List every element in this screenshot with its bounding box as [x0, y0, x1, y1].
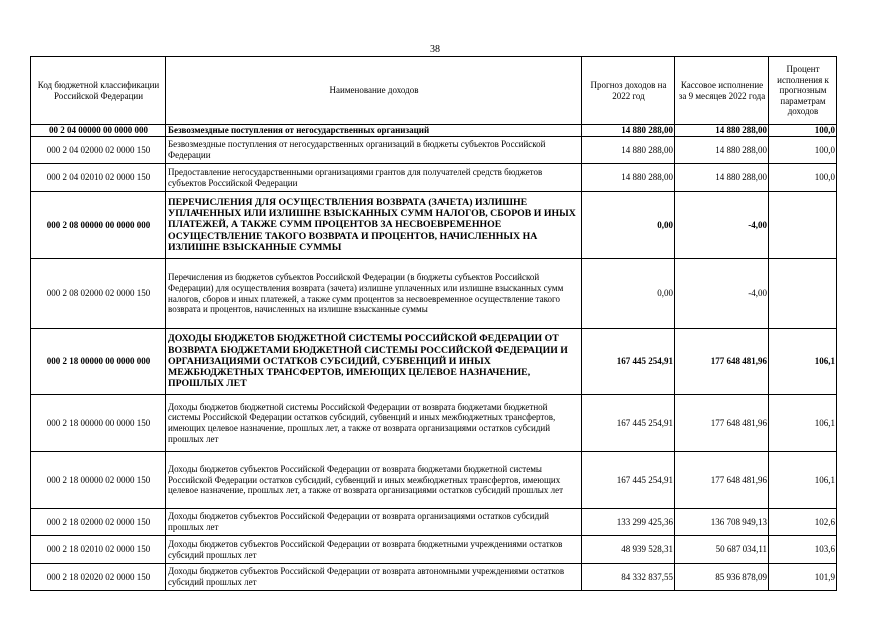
table-row: [31, 509, 837, 536]
row-percent: [769, 192, 837, 259]
page-number: 38: [430, 44, 440, 55]
row-code: 000 2 08 02000 02 0000 150: [31, 259, 166, 329]
row-name: Предоставление негосударственными организациями грантов для получателей средств бюджетов субъектов Российской Федерации: [166, 164, 582, 192]
row-code: 00 2 04 00000 00 0000 000: [31, 125, 166, 137]
row-code: 000 2 18 00000 02 0000 150: [31, 452, 166, 509]
row-forecast: 0,00: [582, 192, 675, 259]
row-execution: 14 880 288,00: [675, 137, 769, 164]
row-code: 000 2 08 00000 00 0000 000: [31, 192, 166, 259]
row-forecast: 167 445 254,91: [582, 329, 675, 395]
table-row: [31, 536, 837, 564]
row-code: 000 2 04 02000 02 0000 150: [31, 137, 166, 164]
row-code: 000 2 04 02010 02 0000 150: [31, 164, 166, 192]
table-row: [31, 192, 837, 259]
row-percent: 106,1: [769, 329, 837, 395]
row-code: 000 2 18 02020 02 0000 150: [31, 564, 166, 591]
row-execution: 177 648 481,96: [675, 452, 769, 509]
table-row: [31, 259, 837, 329]
row-code: 000 2 18 02000 02 0000 150: [31, 509, 166, 536]
row-name: Безвозмездные поступления от негосударственных организаций в бюджеты субъектов Российской Федерации: [166, 137, 582, 164]
table-row: [31, 137, 837, 164]
row-percent: 103,6: [769, 536, 837, 564]
row-name: Доходы бюджетов бюджетной системы Российской Федерации от возврата бюджетами бюджетной системы Российской Федерации остатков субсидий, субвенций и иных межбюджетных трансфертов, имеющих целевое назначение, прошлых лет, а также от возврата организациями остатков субсидий прошлых лет: [166, 395, 582, 452]
row-forecast: 14 880 288,00: [582, 137, 675, 164]
revenue-table: [30, 56, 837, 591]
row-execution: -4,00: [675, 259, 769, 329]
row-forecast: 14 880 288,00: [582, 164, 675, 192]
header-execution: Кассовое исполнение за 9 месяцев 2022 года: [675, 57, 769, 125]
row-forecast: 167 445 254,91: [582, 395, 675, 452]
row-name: ПЕРЕЧИСЛЕНИЯ ДЛЯ ОСУЩЕСТВЛЕНИЯ ВОЗВРАТА (ЗАЧЕТА) ИЗЛИШНЕ УПЛАЧЕННЫХ ИЛИ ИЗЛИШНЕ ВЗЫСКАННЫХ СУММ НАЛОГОВ, СБОРОВ И ИНЫХ ПЛАТЕЖЕЙ, А ТАКЖЕ СУММ ПРОЦЕНТОВ ЗА НЕСВОЕВРЕМЕННОЕ ОСУЩЕСТВЛЕНИЕ ТАКОГО ВОЗВРАТА И ПРОЦЕНТОВ, НАЧИСЛЕННЫХ НА ИЗЛИШНЕ ВЗЫСКАННЫЕ СУММЫ: [166, 192, 582, 259]
row-code: 000 2 18 00000 00 0000 000: [31, 329, 166, 395]
row-forecast: 167 445 254,91: [582, 452, 675, 509]
header-code: Код бюджетной классификации Российской Федерации: [31, 57, 166, 125]
row-percent: 106,1: [769, 395, 837, 452]
header-percent: Процент исполнения к прогнозным параметрам доходов: [769, 57, 837, 125]
row-name: Безвозмездные поступления от негосударственных организаций: [166, 125, 582, 137]
row-execution: 136 708 949,13: [675, 509, 769, 536]
row-forecast: 84 332 837,55: [582, 564, 675, 591]
row-execution: 14 880 288,00: [675, 164, 769, 192]
row-percent: [769, 259, 837, 329]
row-percent: 106,1: [769, 452, 837, 509]
row-execution: 14 880 288,00: [675, 125, 769, 137]
row-percent: 100,0: [769, 164, 837, 192]
table-row: [31, 395, 837, 452]
row-percent: 100,0: [769, 137, 837, 164]
row-percent: 101,9: [769, 564, 837, 591]
row-execution: 177 648 481,96: [675, 329, 769, 395]
table-row: [31, 329, 837, 395]
row-name: Доходы бюджетов субъектов Российской Федерации от возврата бюджетными учреждениями остатков субсидий прошлых лет: [166, 536, 582, 564]
row-percent: 100,0: [769, 125, 837, 137]
row-forecast: 48 939 528,31: [582, 536, 675, 564]
table-row: [31, 564, 837, 591]
row-forecast: 133 299 425,36: [582, 509, 675, 536]
table-row: [31, 164, 837, 192]
table-header-row: [31, 57, 837, 125]
row-name: Перечисления из бюджетов субъектов Российской Федерации (в бюджеты субъектов Российской Федерации) для осуществления возврата (зачета) излишне уплаченных или излишне взысканных сумм налогов, сборов и иных платежей, а также сумм процентов за несвоевременное осуществление такого возврата и процентов, начисленных на излишне взысканные суммы: [166, 259, 582, 329]
header-forecast: Прогноз доходов на 2022 год: [582, 57, 675, 125]
row-percent: 102,6: [769, 509, 837, 536]
row-code: 000 2 18 00000 00 0000 150: [31, 395, 166, 452]
row-name: Доходы бюджетов субъектов Российской Федерации от возврата организациями остатков субсидий прошлых лет: [166, 509, 582, 536]
row-execution: 177 648 481,96: [675, 395, 769, 452]
row-name: Доходы бюджетов субъектов Российской Федерации от возврата бюджетами бюджетной системы Российской Федерации остатков субсидий, субвенций и иных межбюджетных трансфертов, имеющих целевое назначение, прошлых лет, а также от возврата организациями остатков субсидий прошлых лет: [166, 452, 582, 509]
row-execution: -4,00: [675, 192, 769, 259]
row-code: 000 2 18 02010 02 0000 150: [31, 536, 166, 564]
row-forecast: 0,00: [582, 259, 675, 329]
header-name: Наименование доходов: [166, 57, 582, 125]
row-execution: 50 687 034,11: [675, 536, 769, 564]
table-row: [31, 452, 837, 509]
row-name: ДОХОДЫ БЮДЖЕТОВ БЮДЖЕТНОЙ СИСТЕМЫ РОССИЙСКОЙ ФЕДЕРАЦИИ ОТ ВОЗВРАТА БЮДЖЕТАМИ БЮДЖЕТНОЙ СИСТЕМЫ РОССИЙСКОЙ ФЕДЕРАЦИИ И ОРГАНИЗАЦИЯМИ ОСТАТКОВ СУБСИДИЙ, СУБВЕНЦИЙ И ИНЫХ МЕЖБЮДЖЕТНЫХ ТРАНСФЕРТОВ, ИМЕЮЩИХ ЦЕЛЕВОЕ НАЗНАЧЕНИЕ, ПРОШЛЫХ ЛЕТ: [166, 329, 582, 395]
row-forecast: 14 880 288,00: [582, 125, 675, 137]
row-name: Доходы бюджетов субъектов Российской Федерации от возврата автономными учреждениями остатков субсидий прошлых лет: [166, 564, 582, 591]
row-execution: 85 936 878,09: [675, 564, 769, 591]
table-row: [31, 125, 837, 137]
